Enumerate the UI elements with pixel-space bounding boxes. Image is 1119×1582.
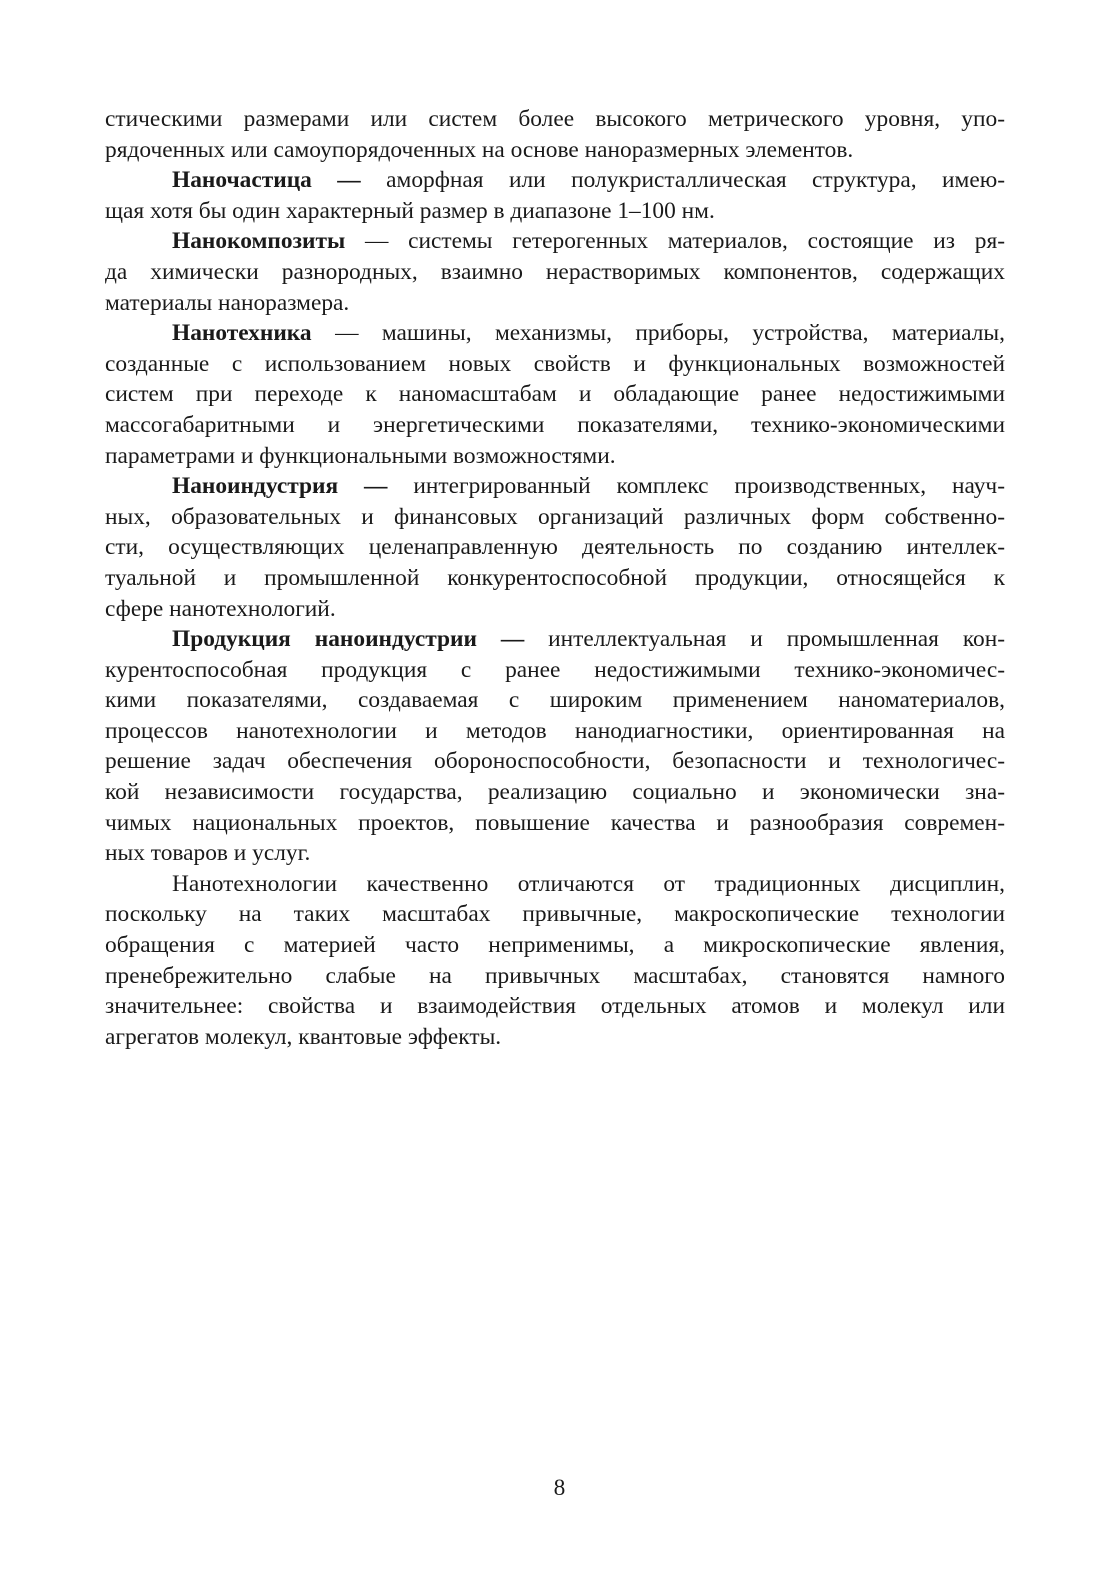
text-line: созданные с использованием новых свойств и функциональных возможностей xyxy=(105,350,1005,377)
term-nanotechnics: Нанотехника xyxy=(172,320,312,347)
term-nanocomposites: Нанокомпозиты xyxy=(172,228,346,255)
definition-nanoindustry xyxy=(105,471,1005,624)
definition-nanotechnics xyxy=(105,318,1005,471)
text-line: кими показателями, создаваемая с широким применением наноматериалов, xyxy=(105,687,1005,714)
definition-text: интеллектуальная и промышленная кон- xyxy=(524,626,1005,653)
text-line: щая хотя бы один характерный размер в диапазоне 1–100 нм. xyxy=(105,197,715,224)
text-line: систем при переходе к наномасштабам и обладающие ранее недостижимыми xyxy=(105,381,1005,408)
text-line: ных, образовательных и финансовых организаций различных форм собственно- xyxy=(105,503,1005,530)
definition-nanoparticle xyxy=(105,165,1005,226)
text-line: сти, осуществляющих целенаправленную деятельность по созданию интеллек- xyxy=(105,534,1005,561)
definition-nanoindustry-products xyxy=(105,624,1005,869)
text-line: обращения с материей часто неприменимы, а микроскопические явления, xyxy=(105,932,1005,959)
text-line: агрегатов молекул, квантовые эффекты. xyxy=(105,1023,502,1050)
text-line: параметрами и функциональными возможностями. xyxy=(105,442,616,469)
text-line: Нанотехнологии качественно отличаются от традиционных дисциплин, xyxy=(172,870,1005,897)
text-line xyxy=(105,624,1005,655)
text-line: ных товаров и услуг. xyxy=(105,840,311,867)
text-line: рядоченных или самоупорядоченных на основе наноразмерных элементов. xyxy=(105,136,854,163)
text-line: кой независимости государства, реализацию социально и экономически зна- xyxy=(105,779,1005,806)
text-line xyxy=(105,318,1005,349)
document-body xyxy=(105,104,1005,1052)
text-line: решение задач обеспечения обороноспособности, безопасности и технологичес- xyxy=(105,748,1005,775)
text-line: материалы наноразмера. xyxy=(105,289,350,316)
text-line xyxy=(105,471,1005,502)
text-line: процессов нанотехнологии и методов нанодиагностики, ориентированная на xyxy=(105,717,1005,744)
text-line xyxy=(105,226,1005,257)
definition-nanocomposites xyxy=(105,226,1005,318)
text-line: поскольку на таких масштабах привычные, макроскопические технологии xyxy=(105,901,1005,928)
definition-text: — системы гетерогенных материалов, состоящие из ря- xyxy=(345,228,1005,255)
text-line: курентоспособная продукция с ранее недостижимыми технико-экономичес- xyxy=(105,656,1005,683)
text-line: значительнее: свойства и взаимодействия отдельных атомов и молекул или xyxy=(105,993,1005,1020)
text-line: туальной и промышленной конкурентоспособной продукции, относящейся к xyxy=(105,564,1005,591)
term-nanoindustry-products: Продукция наноиндустрии — xyxy=(172,626,525,653)
text-line: сфере нанотехнологий. xyxy=(105,595,336,622)
text-line xyxy=(105,165,1005,196)
definition-text: — машины, механизмы, приборы, устройства, материалы, xyxy=(311,320,1005,347)
paragraph-nanotechnologies xyxy=(105,869,1005,1053)
definition-text: аморфная или полукристаллическая структура, имею- xyxy=(360,167,1005,194)
text-line: массогабаритными и энергетическими показателями, технико-экономическими xyxy=(105,411,1005,438)
term-nanoindustry: Наноиндустрия — xyxy=(172,473,388,500)
term-nanoparticle: Наночастица — xyxy=(172,167,361,194)
text-line: да химически разнородных, взаимно нерастворимых компонентов, содержащих xyxy=(105,258,1005,285)
page-number: 8 xyxy=(553,1475,566,1501)
text-line: чимых национальных проектов, повышение качества и разнообразия современ- xyxy=(105,809,1005,836)
paragraph-continuation xyxy=(105,104,1005,165)
definition-text: интегрированный комплекс производственных, науч- xyxy=(387,473,1005,500)
text-line: пренебрежительно слабые на привычных масштабах, становятся намного xyxy=(105,962,1005,989)
text-line: стическими размерами или систем более высокого метрического уровня, упо- xyxy=(105,106,1005,132)
